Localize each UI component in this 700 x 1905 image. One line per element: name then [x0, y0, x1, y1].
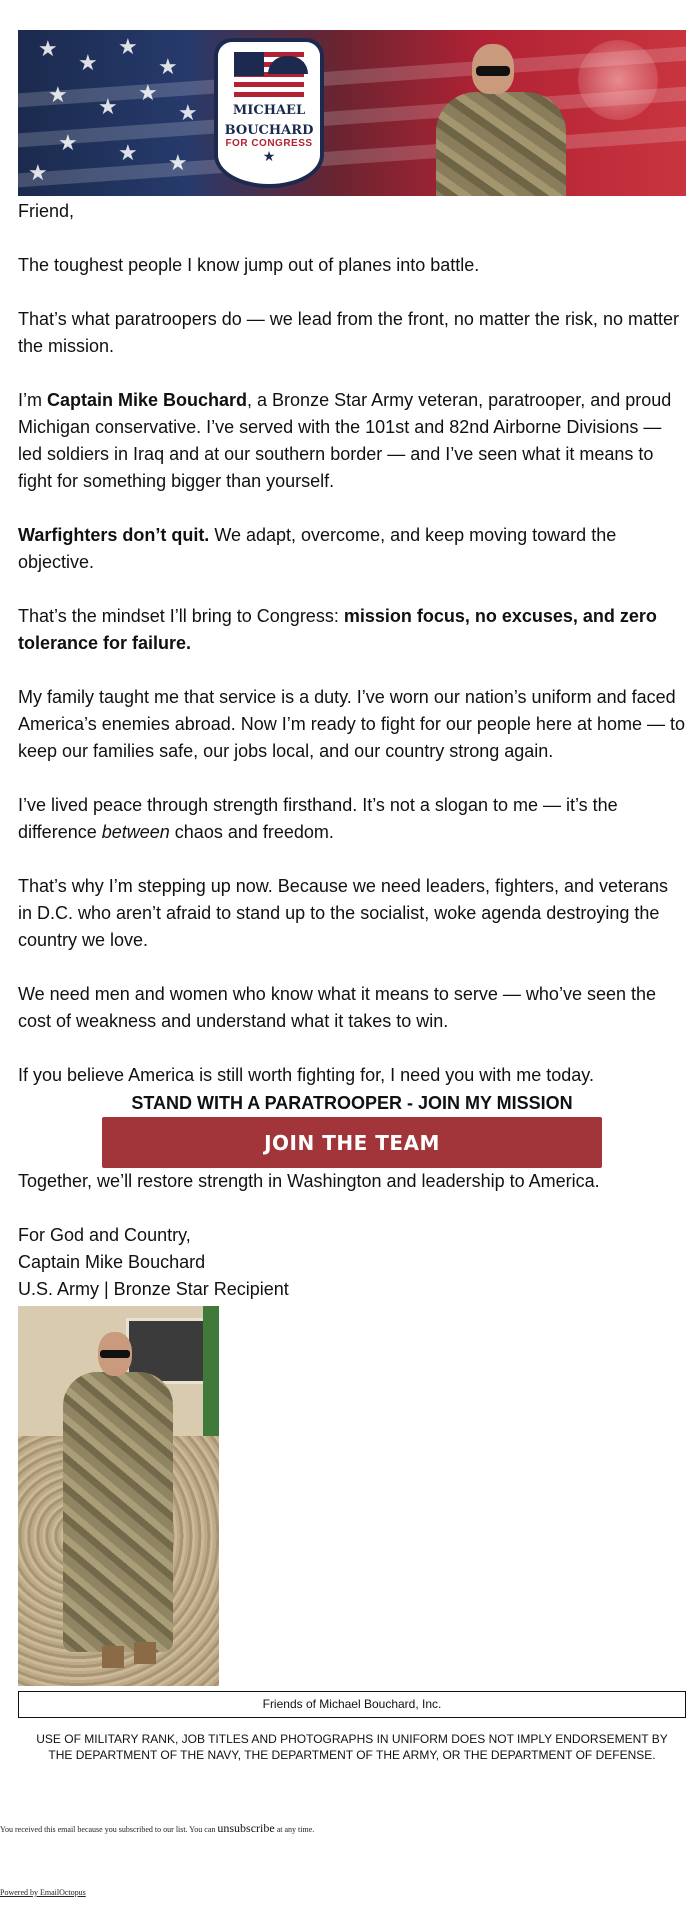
paragraph: [18, 603, 686, 657]
sunglasses-icon: [476, 66, 510, 76]
sunglasses-icon: [100, 1350, 130, 1358]
paragraph: That’s why I’m stepping up now. Because we need leaders, fighters, and veterans in D.C. who aren’t afraid to stand up to the socialist, woke agenda destroying the country we love.: [18, 876, 669, 950]
paid-for-by-box: Friends of Michael Bouchard, Inc.: [18, 1691, 686, 1718]
paragraph: We need men and women who know what it means to serve — who’ve seen the cost of weakness and understand what it takes to win.: [18, 984, 657, 1031]
logo-name-line2: BOUCHARD: [224, 123, 314, 138]
logo-subtitle: FOR CONGRESS: [225, 138, 313, 149]
header-banner: ★ ★ ★ ★ ★ ★ ★ ★ ★ ★ ★ ★ MICHAEL BOUCHARD FOR CONGRESS ★: [18, 30, 686, 196]
text: chaos and freedom.: [169, 822, 334, 842]
photo-tree: [203, 1306, 219, 1436]
signature-name: Captain Mike Bouchard: [18, 1252, 206, 1272]
italic-text: between: [101, 822, 170, 842]
signature-line: For God and Country,: [18, 1225, 191, 1245]
photo-soldier-uniform: [63, 1372, 173, 1652]
bold-name: Captain Mike Bouchard: [47, 390, 248, 410]
paragraph: Together, we’ll restore strength in Washington and leadership to America.: [18, 1171, 600, 1191]
bold-text: Warfighters don’t quit.: [18, 525, 210, 545]
candidate-photo: [18, 1306, 219, 1686]
parachute-icon: [268, 56, 308, 74]
text: I’ve lived peace through strength firsthand. It’s not a slogan to me — it’s the difference: [18, 795, 618, 842]
bold-text: mission focus, no excuses, and zero tolerance for failure.: [18, 606, 657, 653]
lens-flare: [578, 40, 658, 120]
cta-heading: STAND WITH A PARATROOPER - JOIN MY MISSION: [131, 1093, 573, 1113]
logo-flag-icon: [234, 52, 304, 98]
text: at any time.: [274, 1825, 315, 1834]
paragraph: [18, 387, 686, 495]
powered-by-link[interactable]: Powered by EmailOctopus: [0, 1888, 86, 1897]
email-closing: [18, 1168, 686, 1303]
campaign-logo: [214, 38, 324, 188]
paragraph: If you believe America is still worth fighting for, I need you with me today.: [18, 1065, 594, 1085]
boot: [134, 1642, 156, 1664]
text: You received this email because you subscribed to our list. You can: [0, 1825, 218, 1834]
signature: [18, 1222, 686, 1303]
paragraph: That’s what paratroopers do — we lead from the front, no matter the risk, no matter the mission.: [18, 309, 679, 356]
logo-name-line1: MICHAEL: [232, 103, 306, 118]
text: , a Bronze Star Army veteran, paratrooper, and proud Michigan conservative. I’ve served with the 101st and 82nd Airborne Divisions — led soldiers in Iraq and at our southern border — and I’ve seen what it means to fight for something bigger than yourself.: [18, 390, 672, 491]
paragraph: [18, 792, 686, 846]
text: We adapt, overcome, and keep moving toward the objective.: [18, 525, 617, 572]
dod-disclaimer: USE OF MILITARY RANK, JOB TITLES AND PHOTOGRAPHS IN UNIFORM DOES NOT IMPLY ENDORSEMENT BY THE DEPARTMENT OF THE NAVY, THE DEPARTMENT OF THE ARMY, OR THE DEPARTMENT OF DEFENSE.: [36, 1732, 668, 1762]
soldier-uniform: [436, 92, 566, 196]
paragraph: The toughest people I know jump out of planes into battle.: [18, 255, 480, 275]
join-the-team-button[interactable]: JOIN THE TEAM: [102, 1117, 602, 1168]
subscription-notice: [0, 1821, 314, 1837]
paragraph: My family taught me that service is a duty. I’ve worn our nation’s uniform and faced America’s enemies abroad. Now I’m ready to fight for our people here at home — to keep our families safe, our jobs local, and our country strong again.: [18, 687, 686, 761]
text: That’s the mindset I’ll bring to Congress:: [18, 606, 344, 626]
paragraph: [18, 522, 686, 576]
text: I’m: [18, 390, 47, 410]
email-body: [18, 198, 686, 1089]
logo-star-icon: ★: [262, 148, 276, 164]
greeting: Friend,: [18, 201, 75, 221]
soldier-portrait: [426, 34, 576, 196]
unsubscribe-link[interactable]: unsubscribe: [217, 1821, 275, 1835]
boot: [102, 1646, 124, 1668]
signature-title: U.S. Army | Bronze Star Recipient: [18, 1279, 289, 1299]
